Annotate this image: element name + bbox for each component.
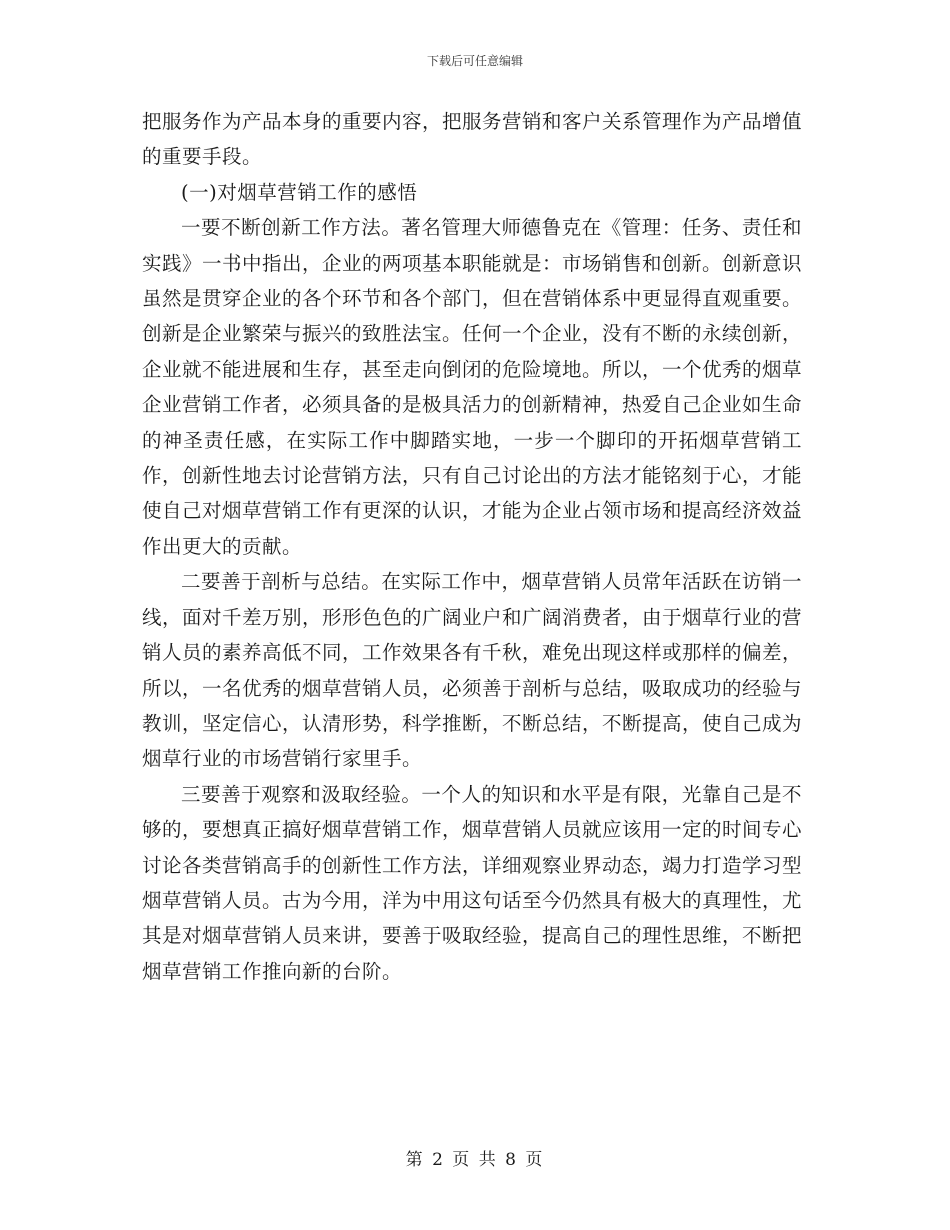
page-header: 下载后可任意编辑 — [426, 54, 523, 68]
paragraph-observation: 三要善于观察和汲取经验。一个人的知识和水平是有限，光靠自己是不够的，要想真正搞好烟草营销工作，烟草营销人员就应该用一定的时间专心讨论各类营销高手的创新性工作方法，详细观察业界动态，竭力打造学习型烟草营销人员。古为今用，洋为中用这句话至今仍然具有极大的真理性，尤其是对烟草营销人员来讲，要善于吸取经验，提高自己的理性思维，不断把烟草营销工作推向新的台阶。 — [142, 782, 803, 983]
document-body — [142, 104, 802, 989]
paragraph-analysis: 二要善于剖析与总结。在实际工作中，烟草营销人员常年活跃在访销一线，面对千差万别，形形色色的广阔业户和广阔消费者，由于烟草行业的营销人员的素养高低不同，工作效果各有千秋，难免出现这样或那样的偏差，所以，一名优秀的烟草营销人员，必须善于剖析与总结，吸取成功的经验与教训，坚定信心，认清形势，科学推断，不断总结，不断提高，使自己成为烟草行业的市场营销行家里手。 — [142, 570, 803, 771]
paragraph-continuation: 把服务作为产品本身的重要内容，把服务营销和客户关系管理作为产品增值的重要手段。 — [142, 110, 803, 169]
section-heading: (一)对烟草营销工作的感悟 — [181, 180, 418, 204]
paragraph-innovation: 一要不断创新工作方法。著名管理大师德鲁克在《管理：任务、责任和实践》一书中指出，企业的两项基本职能就是：市场销售和创新。创新意识虽然是贯穿企业的各个环节和各个部门，但在营销体系中更显得直观重要。 创新是企业繁荣与振兴的致胜法宝。任何一个企业，没有不断的永续创新，企业就不能进展和生存，甚至走向倒闭的危险境地。所以，一个优秀的烟草企业营销工作者，必须具备的是极具活力的创新精神，热爱自己企业如生命的神圣责任感，在实际工作中脚踏实地，一步一个脚印的开拓烟草营销工作，创新性地去讨论营销方法，只有自己讨论出的方法才能铭刻于心，才能使自己对烟草营销工作有更深的认识，才能为企业占领市场和提高经济效益作出更大的贡献。 — [142, 216, 803, 558]
page-number-footer: 第 2 页 共 8 页 — [405, 1150, 545, 1170]
